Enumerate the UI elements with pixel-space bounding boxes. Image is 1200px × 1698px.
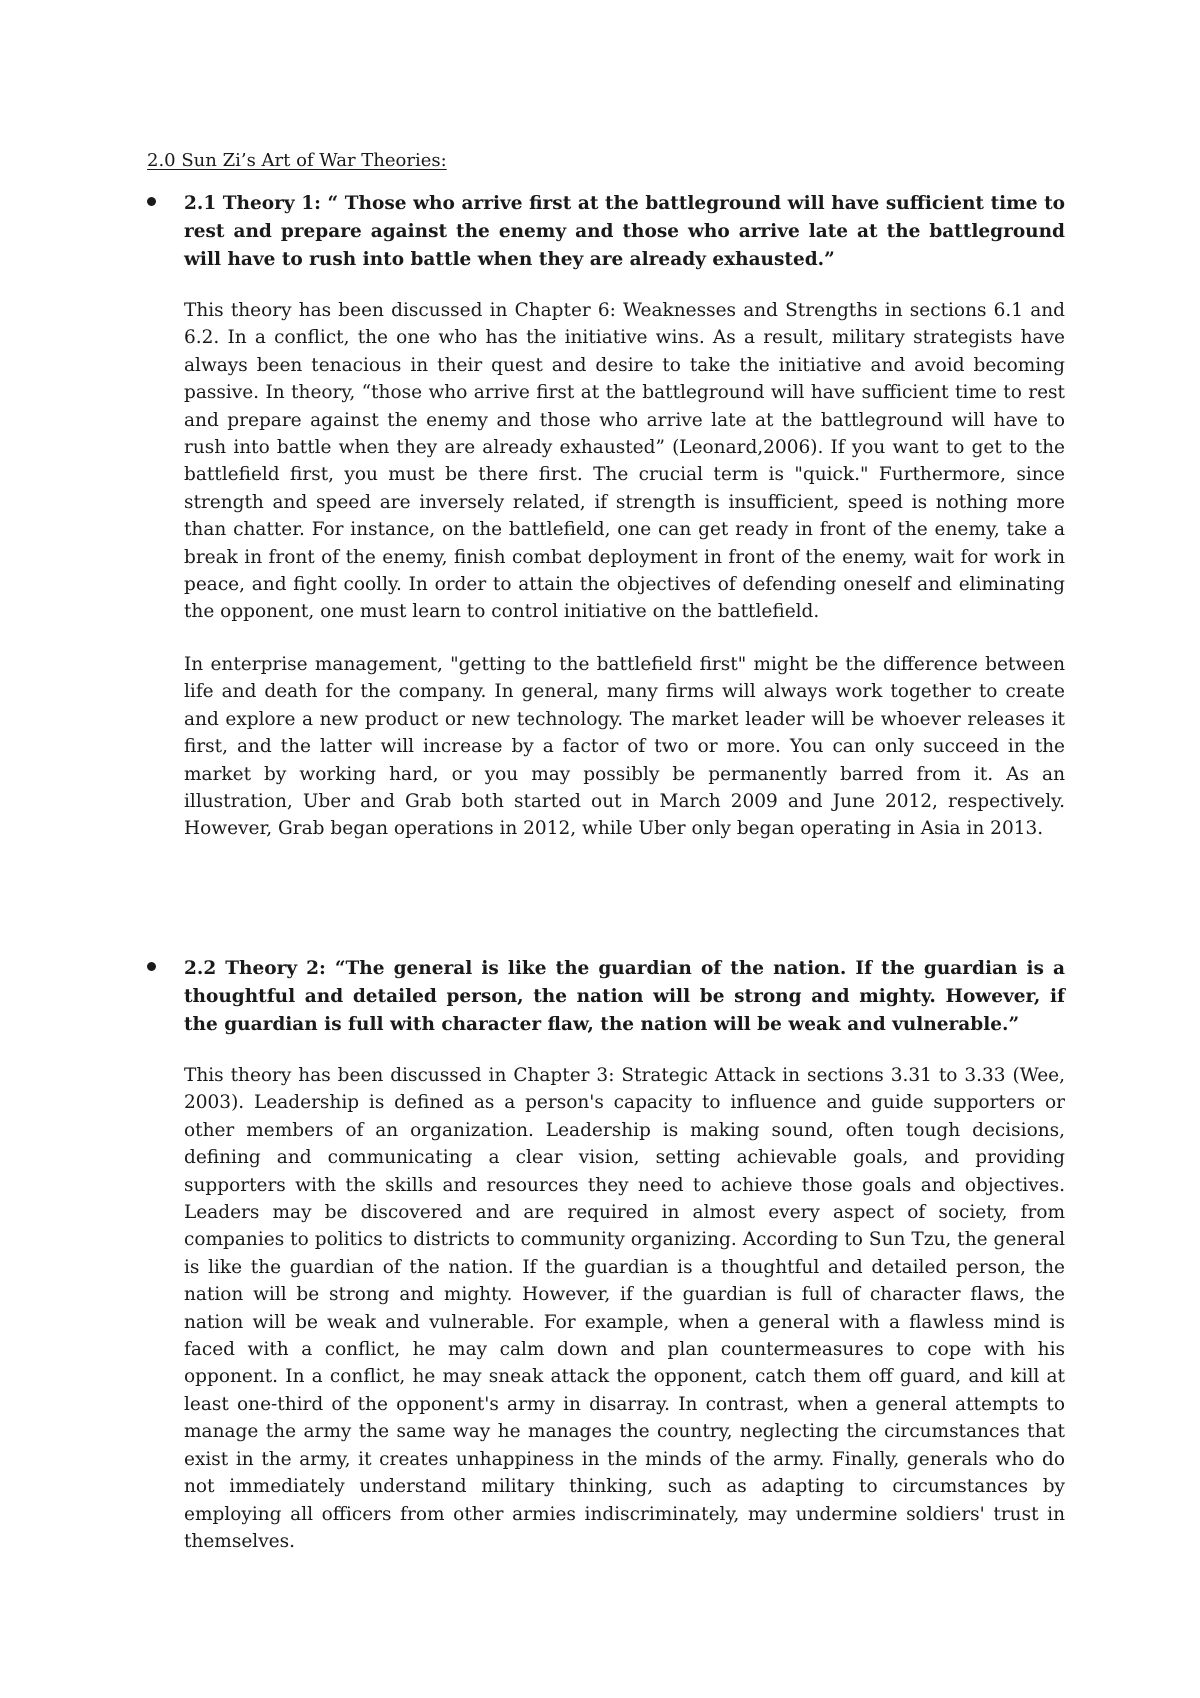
bullet-icon (147, 961, 161, 975)
theory-1-title: 2.1 Theory 1: “ Those who arrive first at the battleground will have sufficient time to rest and prepare against the enemy and those who arrive late at the battleground will have to rush into battle when they are already exhausted.” (184, 193, 1065, 270)
theory-2-paragraph-1: This theory has been discussed in Chapter 3: Strategic Attack in sections 3.31 to 3.33 (Wee, 2003). Leadership is defined as a person's capacity to influence and guide supporters or other members of an organization. Leadership is making sound, often tough decisions, defining and communicating a clear vision, setting achievable goals, and providing supporters with the skills and resources they need to achieve those goals and objectives. Leaders may be discovered and are required in almost every aspect of society, from companies to politics to districts to community organizing. According to Sun Tzu, the general is like the guardian of the nation. If the guardian is a thoughtful and detailed person, the nation will be strong and mighty. However, if the guardian is full of character flaws, the nation will be weak and vulnerable. For example, when a general with a flawless mind is faced with a conflict, he may calm down and plan countermeasures to cope with his opponent. In a conflict, he may sneak attack the opponent, catch them off guard, and kill at least one-third of the opponent's army in disarray. In contrast, when a general attempts to manage the army the same way he manages the country, neglecting the circumstances that exist in the army, it creates unhappiness in the minds of the army. Finally, generals who do not immediately understand military thinking, such as adapting to circumstances by employing all officers from other armies indiscriminately, may undermine soldiers' trust in themselves. (184, 1065, 1065, 1552)
theory-2-section (147, 955, 1065, 1555)
theory-1-paragraph-1: This theory has been discussed in Chapter 6: Weaknesses and Strengths in sections 6.1 and 6.2. In a conflict, the one who has the initiative wins. As a result, military strategists have always been tenacious in their quest and desire to take the initiative and avoid becoming passive. In theory, “those who arrive first at the battleground will have sufficient time to rest and prepare against the enemy and those who arrive late at the battleground will have to rush into battle when they are already exhausted” (Leonard,2006). If you want to get to the battlefield first, you must be there first. The crucial term is "quick." Furthermore, since strength and speed are inversely related, if strength is insufficient, speed is nothing more than chatter. For instance, on the battlefield, one can get ready in front of the enemy, take a break in front of the enemy, finish combat deployment in front of the enemy, wait for work in peace, and fight coolly. In order to attain the objectives of defending oneself and eliminating the opponent, one must learn to control initiative on the battlefield. (184, 300, 1065, 623)
theory-1-section (147, 190, 1065, 843)
bullet-icon (147, 196, 161, 210)
section-heading: 2.0 Sun Zi’s Art of War Theories: (147, 150, 447, 171)
theory-1-paragraph-2: In enterprise management, "getting to the battlefield first" might be the difference between life and death for the company. In general, many firms will always work together to create and explore a new product or new technology. The market leader will be whoever releases it first, and the latter will increase by a factor of two or more. You can only succeed in the market by working hard, or you may possibly be permanently barred from it. As an illustration, Uber and Grab both started out in March 2009 and June 2012, respectively. However, Grab began operations in 2012, while Uber only began operating in Asia in 2013. (184, 653, 1065, 840)
theory-2-title: 2.2 Theory 2: “The general is like the guardian of the nation. If the guardian is a thoughtful and detailed person, the nation will be strong and mighty. However, if the guardian is full with character flaw, the nation will be weak and vulnerable.” (184, 958, 1065, 1035)
